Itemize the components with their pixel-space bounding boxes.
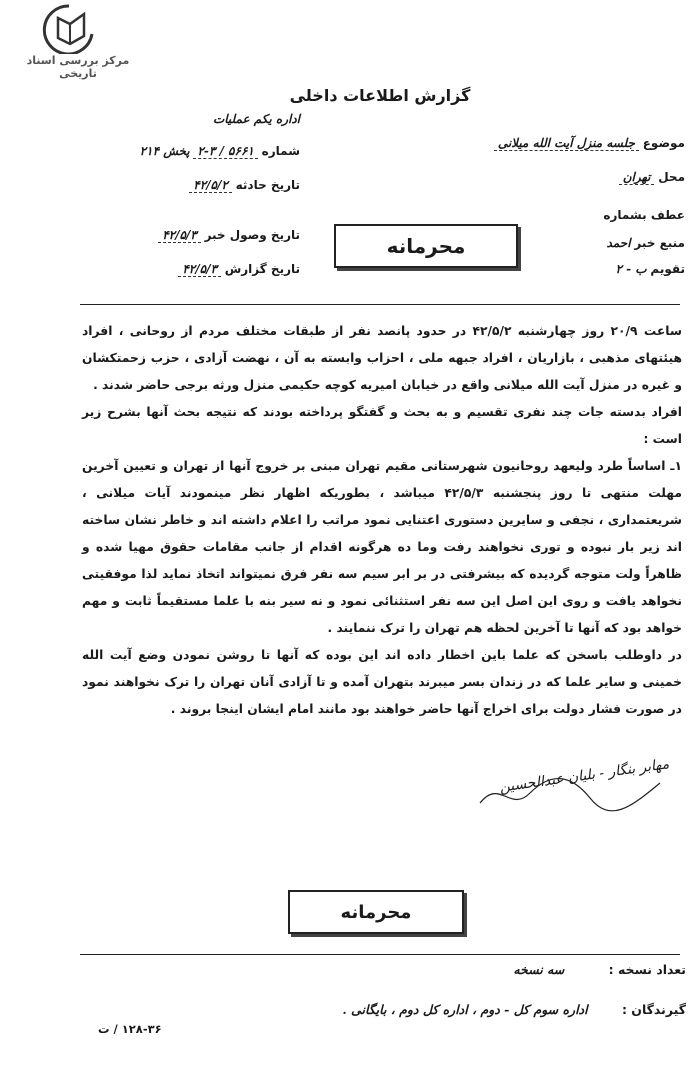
place-row: محل تهران — [330, 170, 685, 184]
department-row: اداره یکم عملیات — [212, 112, 300, 126]
document-number: ۱۲۸-۳۶ / ت — [98, 1022, 162, 1036]
signature: مهابر بنگار - بلیان عبدالحسین — [498, 756, 671, 796]
page-title: گزارش اطلاعات داخلی — [289, 86, 471, 105]
confidential-stamp: محرمانه — [334, 224, 518, 268]
signature-scribble-icon — [470, 768, 670, 818]
paragraph-3: ۱ـ اساساً طرد ولیعهد روحانیون شهرستانی مقیم تهران مبنی بر خروج آنها از تهران و تعیین آخرین مهلت منتهی تا روز پنجشنبه ۴۲/۵/۳ میباشد ، بطوریکه اظهار نظر مینمودند آیات میلانی ، شریعتمداری ، نجفی و سایرین دستوری اعتنایی نمود مراتب را اعلام داشته اند و خاطر نشان ساخته اند زیر بار نبوده و توری نخواهند رفت وما ده هرگونه اقدام از جانب مقامات حقوق مهیا شده و ظاهراً ولت متوجه گردیده که بیشرفتی در بر ابر سیم سه نفر فرق نمیتواند اتخاذ نماید لذا موفقیتی نخواهد یافت و روی این اصل این سه نفر استثنائی نمود و نه سیر بنه با علما مستقیماً ثابت و مهم خواهد بود که آنها تا آخرین لحظه هم تهران را ترک ننمایند . — [82, 459, 682, 635]
report-date-row: تاریخ گزارش ۴۲/۵/۳ — [80, 262, 300, 276]
confidential-stamp-bottom: محرمانه — [288, 890, 464, 934]
paragraph-1: ساعت ۲۰/۹ روز چهارشنبه ۴۲/۵/۲ در حدود پانصد نفر از طبقات مختلف مردم از روحانی ، افراد هیئتهای مذهبی ، بازاریان ، افراد جبهه ملی ، احزاب وابسته به آن ، نهضت آزادی ، حزب زحمتکشان و غیره در منزل آیت الله میلانی واقع در خیابان امیریه کوچه حکیمی منزل ورثه برجی حاضر شدند . — [82, 324, 682, 392]
header-divider — [80, 304, 680, 305]
archive-name: مرکز بررسی اسناد تاریخی — [26, 54, 130, 80]
recipients-row: گیرندگان : اداره سوم کل - دوم ، اداره کل دوم ، بایگانی . — [342, 1002, 686, 1017]
footer-divider — [80, 954, 680, 955]
subject-row: موضوع جلسه منزل آیت الله میلانی — [330, 136, 685, 150]
event-date-row: تاریخ حادثه ۴۲/۵/۲ — [80, 178, 300, 192]
number-row: شماره ۵۶۶۱ / ۳-۲ پخش ۲۱۴ — [139, 144, 300, 158]
source-row: منبع خبر احمد — [606, 236, 685, 250]
followup-row: عطف بشماره — [603, 208, 685, 222]
evaluation-row: تقویم ب - ۲ — [615, 262, 685, 276]
paragraph-2: افراد بدسته جات چند نفری تقسیم و به بحث و گفتگو پرداخته بودند که نتیجه بحث آنها بشرح زیر است : — [82, 405, 682, 446]
copies-row: تعداد نسخه : سه نسخه — [513, 962, 686, 977]
archive-logo-icon — [40, 4, 98, 54]
paragraph-4: در داوطلب باسخن که علما باین اخطار داده اند این بوده که آنها تا روشن نمودن وضع آیت الله خمینی و سایر علما که در زندان بسر میبرند بتهران آمده و تا آزادی آنان تهران را ترک نخواهند نمود در صورت فشار دولت برای اخراج آنها حاضر خواهند بود مانند امام ایشان اینجا بروند . — [82, 648, 682, 716]
receipt-date-row: تاریخ وصول خبر ۴۲/۵/۳ — [80, 228, 300, 242]
report-body — [82, 318, 682, 723]
